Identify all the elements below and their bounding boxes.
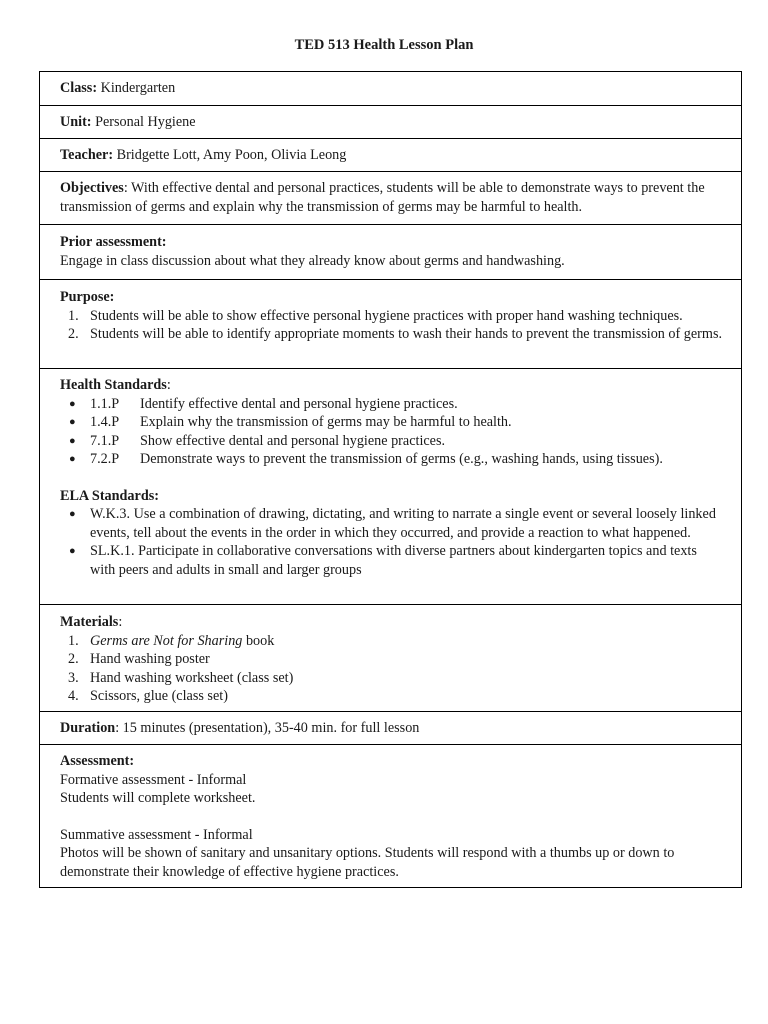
book-title: Germs are Not for Sharing	[90, 632, 243, 649]
formative-text: Students will complete worksheet.	[60, 790, 256, 806]
standard-text: Explain why the transmission of germs may be harmful to health.	[140, 414, 512, 430]
prior-assessment-row	[40, 224, 741, 279]
list-item: 1. Germs are Not for Sharing book	[68, 632, 275, 649]
ela-standard-text: SL.K.1. Participate in collaborative conversations with diverse partners about kindergarten topics and texts with peers and adults in small and larger groups	[90, 543, 697, 578]
health-standards-label: Health Standards	[60, 377, 167, 393]
bullet-icon: ●	[69, 397, 76, 410]
duration-row	[40, 711, 741, 744]
list-item	[60, 432, 723, 451]
objectives-row	[40, 171, 741, 224]
purpose-label: Purpose:	[60, 289, 115, 305]
materials-heading: Materials:	[60, 614, 123, 630]
class-label: Class:	[60, 80, 98, 96]
materials-label: Materials	[60, 614, 119, 630]
unit-row	[40, 105, 741, 138]
objectives-label: Objectives	[60, 180, 124, 196]
teacher-value: Bridgette Lott, Amy Poon, Olivia Leong	[113, 147, 347, 163]
standards-row	[40, 368, 741, 604]
duration-label: Duration	[60, 720, 116, 736]
health-standards-list	[60, 395, 723, 469]
summative-title: Summative assessment - Informal	[60, 826, 253, 843]
materials-row	[40, 604, 741, 711]
bullet-icon: ●	[69, 416, 76, 428]
teacher-label: Teacher:	[60, 147, 114, 163]
purpose-list	[60, 307, 723, 344]
formative-title: Formative assessment - Informal	[60, 771, 247, 788]
purpose-item-2: Students will be able to identify appropriate moments to wash their hands to prevent the transmission of germs.	[90, 326, 723, 342]
bullet-icon: ●	[69, 545, 76, 557]
materials-list	[60, 632, 723, 706]
list-item	[60, 395, 723, 414]
purpose-item-1: Students will be able to show effective personal hygiene practices with proper hand washing techniques.	[90, 307, 683, 324]
objectives-value: : With effective dental and personal practices, students will be able to demonstrate ways to prevent the transmission of germs and explain why the transmission of germs may be harmful to health.	[60, 180, 705, 215]
class-row	[40, 72, 741, 105]
list-item	[60, 450, 723, 469]
assessment-row	[40, 744, 741, 887]
list-item: 3. Hand washing worksheet (class set)	[68, 669, 294, 686]
standard-text: Show effective dental and personal hygiene practices.	[140, 432, 446, 449]
document-title: TED 513 Health Lesson Plan	[294, 37, 474, 53]
bullet-icon: ●	[69, 434, 76, 447]
standard-code: 7.1.P	[90, 432, 120, 449]
list-item	[60, 505, 723, 542]
standard-code: 7.2.P	[90, 451, 120, 467]
unit-value: Personal Hygiene	[91, 114, 196, 130]
class-value: Kindergarten	[97, 80, 176, 96]
bullet-icon: ●	[69, 453, 76, 465]
purpose-row	[40, 279, 741, 368]
list-item	[60, 413, 723, 432]
bullet-icon: ●	[69, 508, 76, 520]
standard-code: 1.1.P	[90, 395, 120, 412]
prior-assessment-label: Prior assessment:	[60, 234, 167, 250]
list-item: 1. Students will be able to show effective personal hygiene practices with proper hand washing techniques.	[68, 307, 683, 324]
standard-text: Identify effective dental and personal hygiene practices.	[140, 395, 458, 412]
list-item: 2. Students will be able to identify appropriate moments to wash their hands to prevent the transmission of germs.	[68, 326, 723, 342]
standard-text: Demonstrate ways to prevent the transmission of germs (e.g., washing hands, using tissues).	[140, 451, 663, 467]
ela-standards-label: ELA Standards:	[60, 487, 159, 504]
teacher-row	[40, 138, 741, 171]
unit-label: Unit:	[60, 114, 92, 130]
health-standards-heading: Health Standards:	[60, 377, 171, 393]
summative-text: Photos will be shown of sanitary and unsanitary options. Students will respond with a thumbs up or down to demonstrate their knowledge of effective hygiene practices.	[60, 845, 675, 880]
assessment-label: Assessment:	[60, 753, 135, 769]
lesson-plan-table	[39, 71, 742, 888]
duration-value: : 15 minutes (presentation), 35-40 min. for full lesson	[115, 720, 420, 736]
prior-assessment-value: Engage in class discussion about what they already know about germs and handwashing.	[60, 252, 565, 269]
list-item: 2. Hand washing poster	[68, 651, 210, 667]
standard-code: 1.4.P	[90, 414, 120, 430]
list-item: 4. Scissors, glue (class set)	[68, 688, 228, 704]
ela-standards-list	[60, 505, 723, 579]
ela-standard-text: W.K.3. Use a combination of drawing, dictating, and writing to narrate a single event or several loosely linked events, tell about the events in the order in which they occurred, and provide a reaction to what happened.	[90, 506, 716, 541]
list-item	[60, 542, 723, 579]
